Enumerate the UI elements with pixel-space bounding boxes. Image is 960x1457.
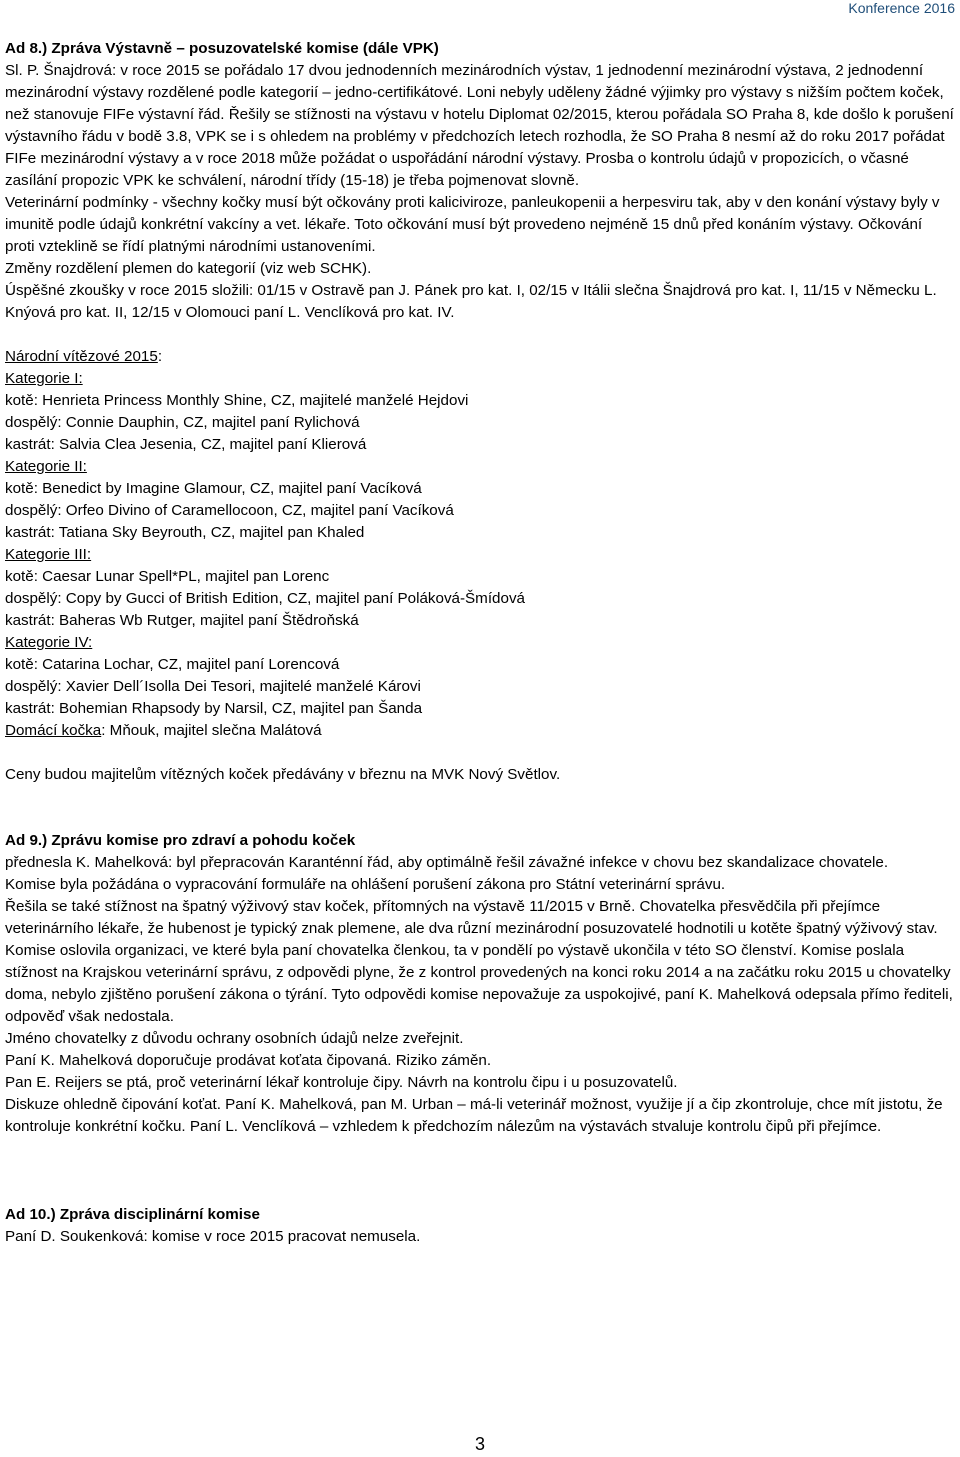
section-9-paragraph-4: Jméno chovatelky z důvodu ochrany osobních údajů nelze zveřejnit.	[5, 1030, 464, 1047]
spacer	[5, 742, 955, 764]
domestic-cat-winner	[5, 720, 955, 742]
category-1-adult: dospělý: Connie Dauphin, CZ, majitel paní Rylichová	[5, 414, 360, 431]
category-4-adult: dospělý: Xavier Dell´Isolla Dei Tesori, majitelé manželé Károvi	[5, 678, 421, 695]
spacer	[5, 324, 955, 346]
section-8-paragraph-1: Sl. P. Šnajdrová: v roce 2015 se pořádalo 17 dvou jednodenních mezinárodních výstav, 1 jednodenní mezinárodní výstava, 2 jednodenní mezinárodní výstavy rozdělené podle kategorií – jedno-certifikátové. Loni nebyly uděleny žádné výjimky pro výstavy s nižším počtem koček, než stanovuje FIFe výstavní řád. Řešily se stížnosti na výstavu v hotelu Diplomat 02/2015, kterou pořádala SO Praha 8, kde došlo k porušení výstavního řádu v bodě 3.8, VPK se i s ohledem na problémy v předchozích letech rozhodla, že SO Praha 8 nesmí až do roku 2017 pořádat FIFe mezinárodní výstavy a v roce 2018 může požádat o uspořádání národní výstavy. Prosba o kontrolu údajů v propozicích, o včasné zasílání propozic VPK ke schválení, národní třídy (15-18) je třeba pojmenovat slovně.	[5, 62, 954, 189]
section-9-title: Ad 9.) Zprávu komise pro zdraví a pohodu koček	[5, 832, 356, 849]
domestic-cat-value: : Mňouk, majitel slečna Malátová	[101, 722, 322, 739]
section-10-paragraph-1: Paní D. Soukenková: komise v roce 2015 pracovat nemusela.	[5, 1228, 421, 1245]
spacer	[5, 1182, 955, 1204]
conference-header: Konference 2016	[848, 0, 955, 16]
spacer	[5, 808, 955, 830]
category-2-kitten: kotě: Benedict by Imagine Glamour, CZ, majitel paní Vacíková	[5, 480, 422, 497]
category-4-kitten: kotě: Catarina Lochar, CZ, majitel paní Lorencová	[5, 656, 340, 673]
winners-heading	[5, 346, 955, 368]
category-1-neuter: kastrát: Salvia Clea Jesenia, CZ, majitel paní Klierová	[5, 436, 367, 453]
category-1-kitten: kotě: Henrieta Princess Monthly Shine, CZ, majitelé manželé Hejdovi	[5, 392, 469, 409]
spacer	[5, 1160, 955, 1182]
section-10-title: Ad 10.) Zpráva disciplinární komise	[5, 1206, 260, 1223]
section-8-title: Ad 8.) Zpráva Výstavně – posuzovatelské komise (dále VPK)	[5, 40, 439, 57]
document-body	[5, 38, 955, 1248]
category-1-label: Kategorie I:	[5, 370, 83, 387]
category-4-label: Kategorie IV:	[5, 634, 93, 651]
section-9-paragraph-1: přednesla K. Mahelková: byl přepracován Karanténní řád, aby optimálně řešil závažné infekce v chovu bez skandalizace chovatele.	[5, 854, 889, 871]
section-9-paragraph-5: Paní K. Mahelková doporučuje prodávat koťata čipovaná. Riziko záměn.	[5, 1052, 492, 1069]
spacer	[5, 786, 955, 808]
category-4-neuter: kastrát: Bohemian Rhapsody by Narsil, CZ, majitel pan Šanda	[5, 700, 423, 717]
category-2-neuter: kastrát: Tatiana Sky Beyrouth, CZ, majitel pan Khaled	[5, 524, 365, 541]
domestic-cat-label: Domácí kočka	[5, 722, 102, 739]
section-9-paragraph-6: Pan E. Reijers se ptá, proč veterinární lékař kontroluje čipy. Návrh na kontrolu čipu i u posuzovatelů.	[5, 1074, 678, 1091]
page-number: 3	[474, 1434, 485, 1454]
category-2-adult: dospělý: Orfeo Divino of Caramellocoon, CZ, majitel paní Vacíková	[5, 502, 454, 519]
section-8-paragraph-2: Veterinární podmínky - všechny kočky musí být očkovány proti kaliciviroze, panleukopenii a herpesviru tak, aby v den konání výstavy byly v imunitě podle údajů konkrétní vakcíny a vet. lékaře. Toto očkování musí být provedeno nejméně 15 dnů před konáním výstavy. Očkování proti vzteklině se řídí platnými národními ustanoveními.	[5, 194, 940, 255]
winners-title: Národní vítězové 2015	[5, 348, 158, 365]
section-9-paragraph-2: Komise byla požádána o vypracování formuláře na ohlášení porušení zákona pro Státní veterinární správu.	[5, 876, 726, 893]
category-3-label: Kategorie III:	[5, 546, 92, 563]
category-2-label: Kategorie II:	[5, 458, 87, 475]
section-9-paragraph-3: Řešila se také stížnost na špatný výživový stav koček, přítomných na výstavě 11/2015 v Brně. Chovatelka přesvědčila při přejímce veterinárního lékaře, že hubenost je typický znak plemene, ale dva různí mezinárodní posuzovatelé hodnotili u kotěte špatný výživový stav. Komise oslovila organizaci, ve které byla paní chovatelka členkou, ta v pondělí po výstavě ukončila v této SO členství. Komise poslala stížnost na Krajskou veterinární správu, z odpovědi plyne, že z kontrol provedených na konci roku 2014 a na začátku roku 2015 u chovatelky doma, nebylo zjištěno porušení zákona o týrání. Tyto odpovědi komise nepovažuje za uspokojivé, paní K. Mahelková odepsala přímo řediteli, odpověď však nedostala.	[5, 898, 953, 1025]
category-3-neuter: kastrát: Baheras Wb Rutger, majitel paní Štědroňská	[5, 612, 359, 629]
category-3-adult: dospělý: Copy by Gucci of British Edition, CZ, majitel paní Poláková-Šmídová	[5, 590, 525, 607]
section-8-paragraph-3: Změny rozdělení plemen do kategorií (viz web SCHK).	[5, 260, 372, 277]
category-3-kitten: kotě: Caesar Lunar Spell*PL, majitel pan Lorenc	[5, 568, 330, 585]
spacer	[5, 1138, 955, 1160]
awards-note: Ceny budou majitelům vítězných koček předávány v březnu na MVK Nový Světlov.	[5, 766, 561, 783]
section-8-paragraph-4: Úspěšné zkoušky v roce 2015 složili: 01/15 v Ostravě pan J. Pánek pro kat. I, 02/15 v Itálii slečna Šnajdrová pro kat. I, 11/15 v Německu L. Knýová pro kat. II, 12/15 v Olomouci paní L. Venclíková pro kat. IV.	[5, 282, 937, 321]
winners-title-suffix: :	[157, 348, 163, 365]
section-9-paragraph-7: Diskuze ohledně čipování koťat. Paní K. Mahelková, pan M. Urban – má-li veterinář možnost, využije jí a čip zkontroluje, chce mít jistotu, že kontroluje konkrétní kočku. Paní L. Venclíková – vzhledem k předchozím nálezům na výstavách stvaluje kontrolu čipů při přejímce.	[5, 1096, 943, 1135]
